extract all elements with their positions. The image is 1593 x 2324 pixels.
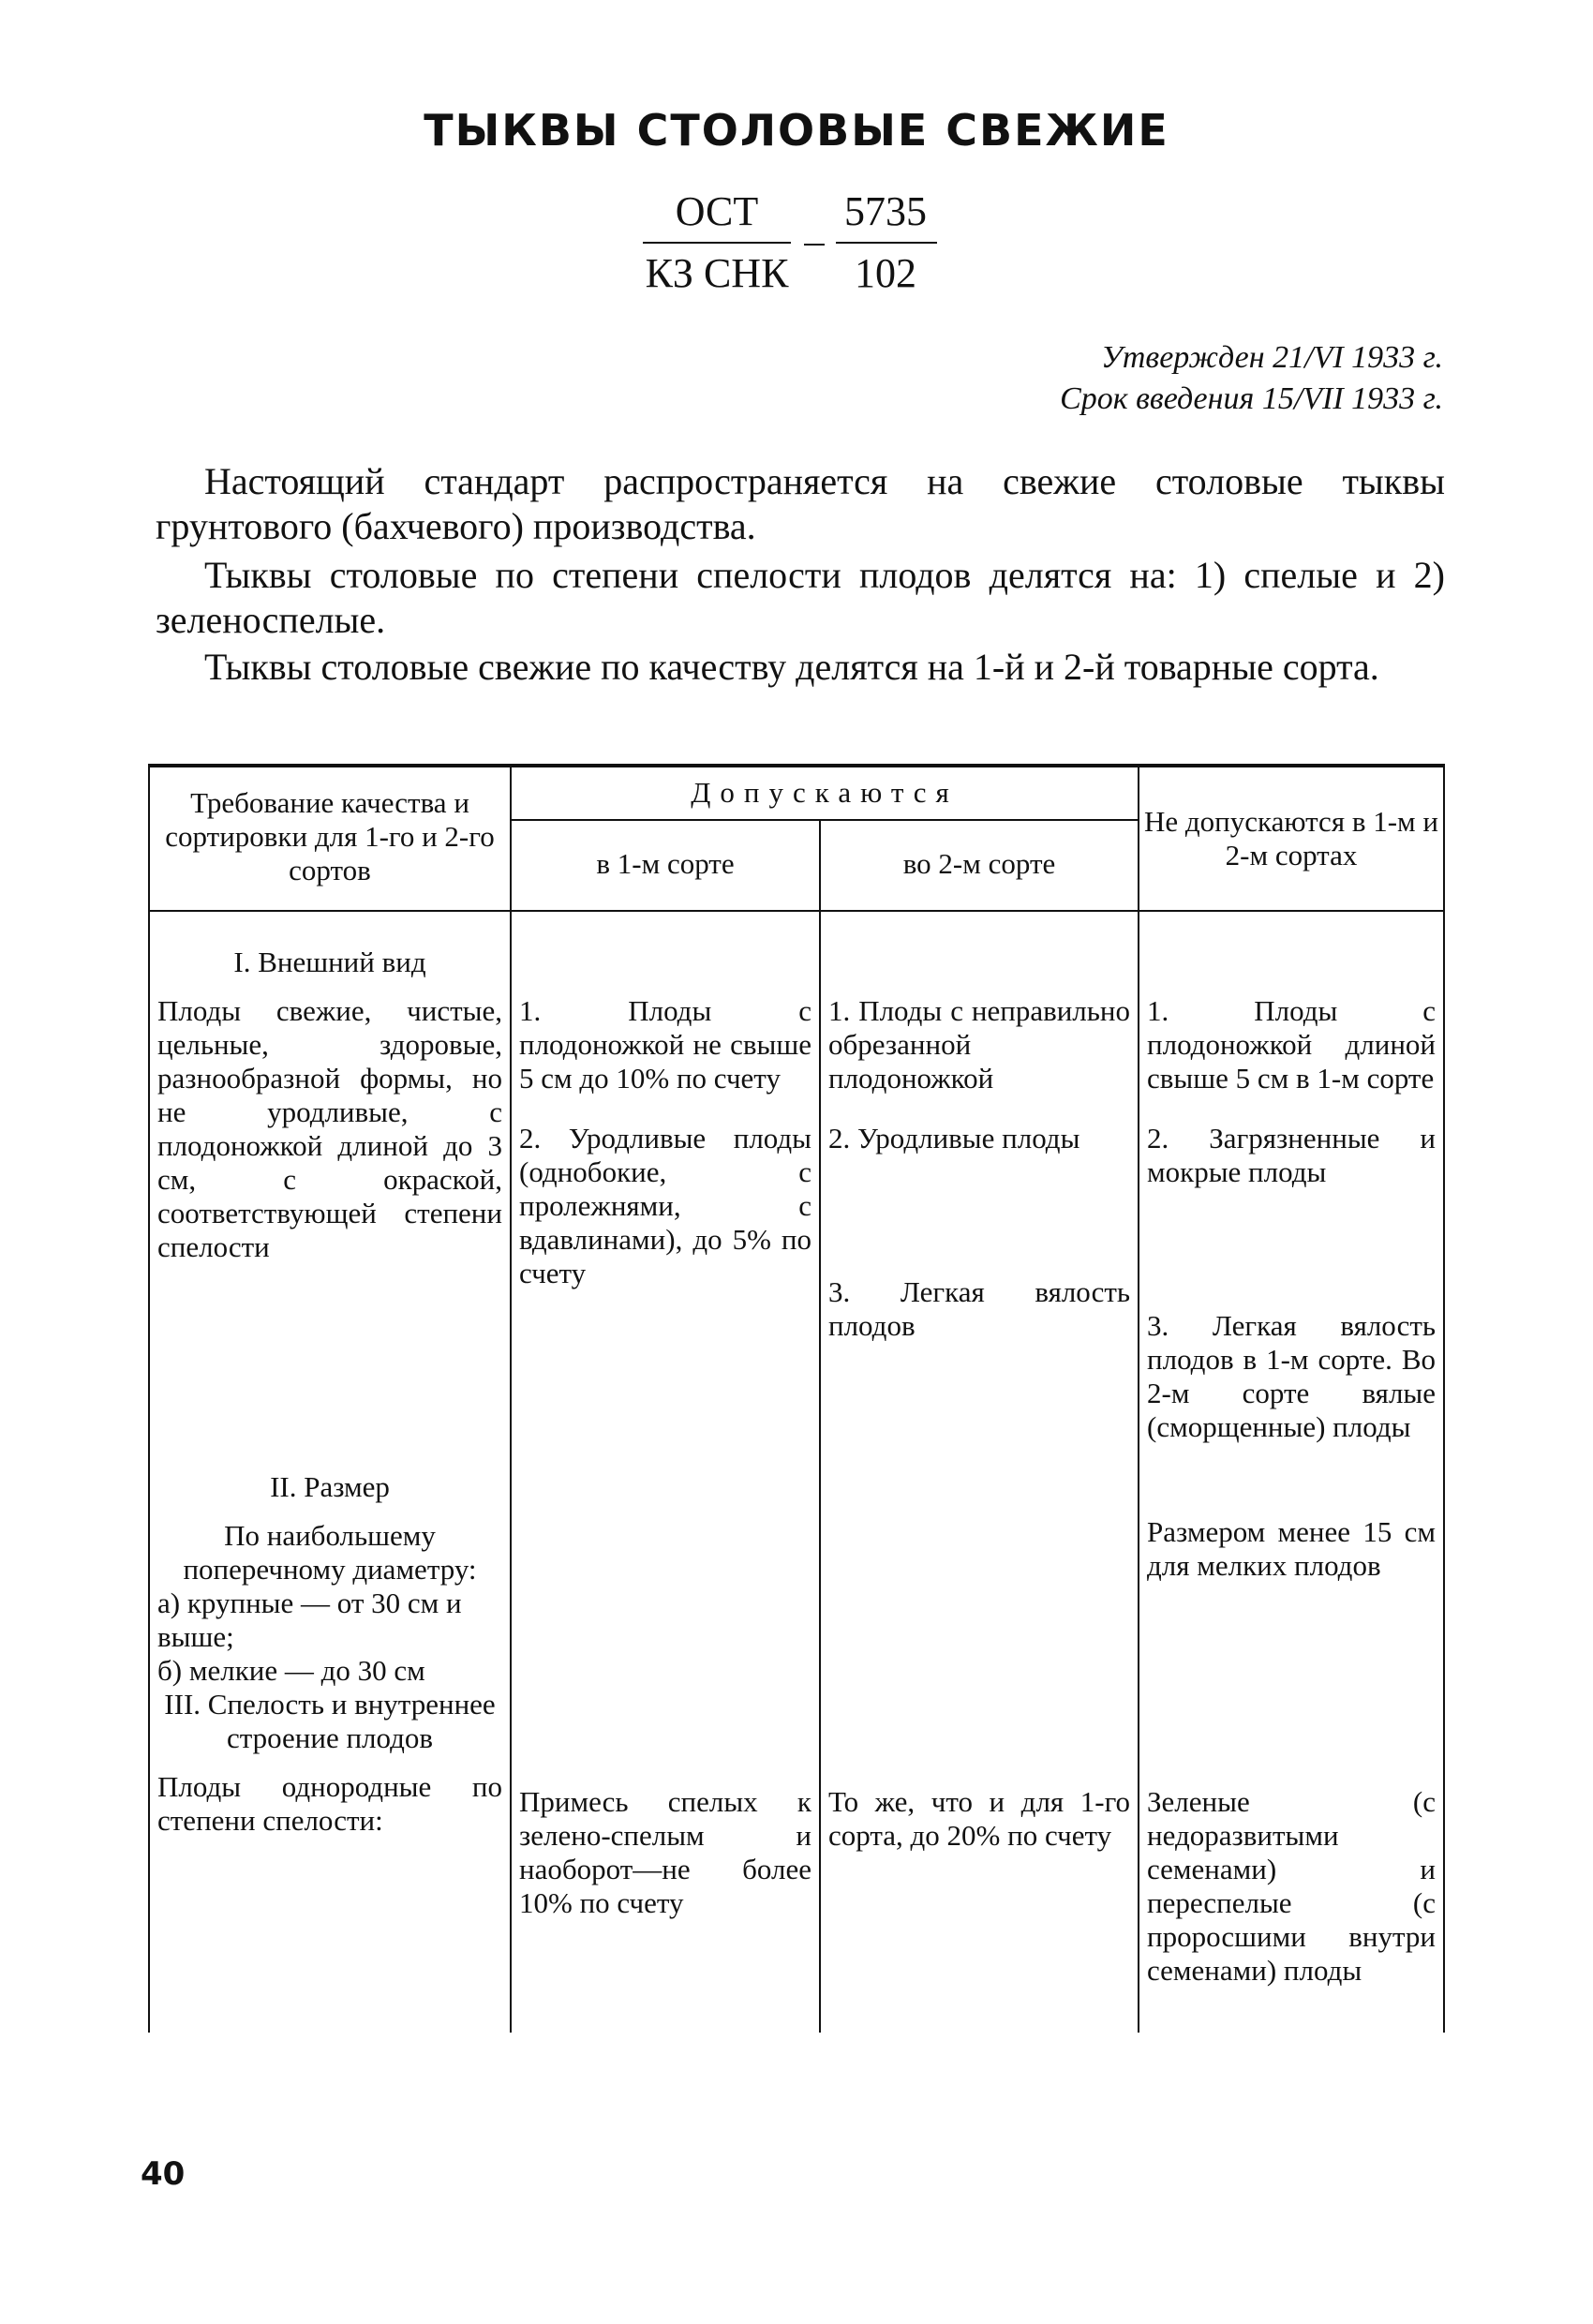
header-grade-2: во 2-м сорте xyxy=(820,820,1139,911)
appearance-grade-2-item-2: 2. Уродливые плоды xyxy=(828,1122,1080,1155)
appearance-requirement-cell xyxy=(149,911,511,1470)
approval-block xyxy=(1060,337,1443,420)
intro-paragraph-1: Настоящий стандарт распространяется на свежие столовые тыквы грунтового (бахчевого) производства. xyxy=(156,460,1445,547)
ripeness-not-allowed-cell xyxy=(1139,1688,1444,2033)
ripeness-grade-2-cell xyxy=(820,1688,1139,2033)
section-size-title: II. Размер xyxy=(270,1470,390,1503)
standard-left-top: ОСТ xyxy=(675,188,759,234)
fraction-line-right xyxy=(836,242,937,244)
section-appearance-title: I. Внешний вид xyxy=(233,946,426,978)
appearance-grade-2-item-3: 3. Легкая вялость плодов xyxy=(828,1275,1131,1342)
size-not-allowed-cell xyxy=(1139,1470,1444,1688)
size-grade-1-cell xyxy=(511,1470,820,1688)
ripeness-requirement: Плоды однородные по степени спелости: xyxy=(157,1770,502,1837)
standard-left-bottom: КЗ СНК xyxy=(645,250,789,296)
table-row xyxy=(149,1688,1444,2033)
size-grade-2-cell xyxy=(820,1470,1139,1688)
size-large: а) крупные — от 30 см и выше; xyxy=(157,1587,462,1653)
appearance-requirement: Плоды свежие, чистые, цельные, здоровые, разнообразной формы, но не уродливые, с плодоножкой длиной до 3 см, с окраской, соответствующей степени спелости xyxy=(157,994,502,1263)
size-small: б) мелкие — до 30 см xyxy=(157,1654,425,1687)
size-requirement-cell xyxy=(149,1470,511,1688)
standard-right-top: 5735 xyxy=(844,188,927,234)
ripeness-requirement-cell xyxy=(149,1688,511,2033)
appearance-grade-1-cell xyxy=(511,911,820,1470)
table-row xyxy=(149,911,1444,1470)
appearance-not-allowed-cell xyxy=(1139,911,1444,1470)
size-not-allowed: Размером менее 15 см для мелких плодов xyxy=(1147,1515,1437,1582)
fraction-line-left xyxy=(643,242,791,244)
section-ripeness-title: III. Спелость и внутреннее строение плодов xyxy=(164,1688,496,1754)
ripeness-grade-1-cell xyxy=(511,1688,820,2033)
standard-designation xyxy=(637,187,946,309)
ripeness-not-allowed: Зеленые (с недоразвитыми семенами) и переспелые (с проросшими внутри семенами) плоды xyxy=(1147,1785,1437,1987)
appearance-not-allowed-item-3: 3. Легкая вялость плодов в 1-м сорте. Во 2-м сорте вялые (сморщенные) плоды xyxy=(1147,1309,1437,1443)
header-allowed: Допускаются xyxy=(511,766,1139,820)
standard-right-bottom: 102 xyxy=(855,250,916,296)
intro-paragraph-2: Тыквы столовые по степени спелости плодов делятся на: 1) спелые и 2) зеленоспелые. xyxy=(156,554,1445,641)
standard-dash xyxy=(804,244,825,246)
appearance-not-allowed-item-2: 2. Загрязненные и мокрые плоды xyxy=(1147,1122,1437,1188)
effective-date: Срок введения 15/VII 1933 г. xyxy=(1060,381,1443,416)
appearance-grade-1-item-2: 2. Уродливые плоды (однобокие, с пролежнями, с вдавлинами), до 5% по счету xyxy=(519,1122,811,1289)
header-not-allowed: Не допускаются в 1-м и 2-м сортах xyxy=(1139,766,1444,911)
header-grade-1: в 1-м сорте xyxy=(511,820,820,911)
document-title: ТЫКВЫ СТОЛОВЫЕ СВЕЖИЕ xyxy=(424,105,1169,156)
table-row xyxy=(149,1470,1444,1688)
appearance-not-allowed-item-1: 1. Плоды с плодоножкой длиной свыше 5 см в 1-м сорте xyxy=(1147,994,1437,1095)
intro-paragraph-3: Тыквы столовые свежие по качеству делятся на 1-й и 2-й товарные сорта. xyxy=(204,646,1379,688)
approved-date: Утвержден 21/VI 1933 г. xyxy=(1101,340,1443,375)
page-number: 40 xyxy=(141,2155,186,2193)
header-requirement: Требование качества и сортировки для 1-го и 2-го сортов xyxy=(149,766,511,911)
size-requirement: По наибольшему поперечному диаметру: xyxy=(183,1519,477,1586)
appearance-grade-1-item-1: 1. Плоды с плодоножкой не свыше 5 см до 10% по счету xyxy=(519,994,811,1095)
ripeness-grade-2: То же, что и для 1-го сорта, до 20% по счету xyxy=(828,1785,1131,1852)
ripeness-grade-1: Примесь спелых к зелено-спелым и наоборот—не более 10% по счету xyxy=(519,1785,811,1919)
appearance-grade-2-cell xyxy=(820,911,1139,1470)
appearance-grade-2-item-1: 1. Плоды с неправильно обрезанной плодоножкой xyxy=(828,994,1131,1095)
quality-table xyxy=(148,764,1445,2033)
